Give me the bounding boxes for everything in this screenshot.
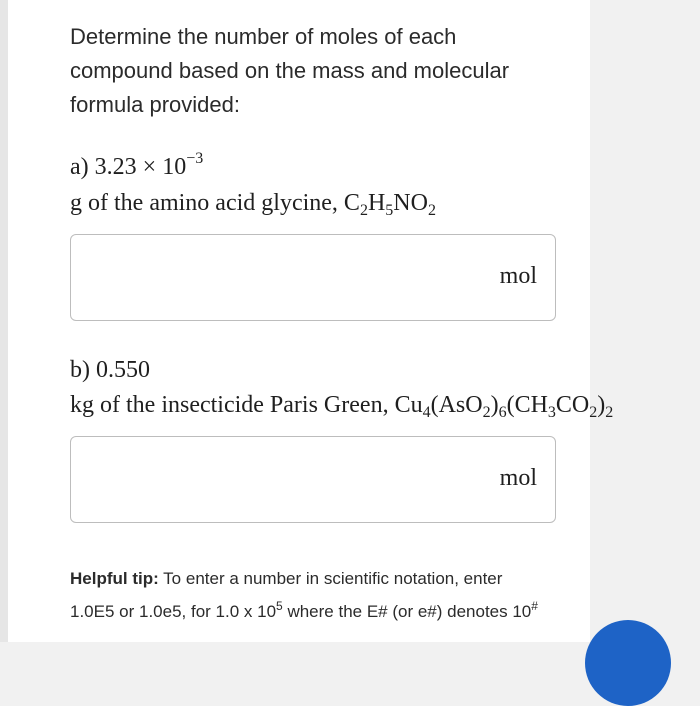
- paris-green-formula: [394, 392, 614, 421]
- part-a-answer-input[interactable]: [81, 243, 485, 313]
- paris-green-formula-subscript: 2: [605, 404, 614, 421]
- part-a-mass-line: [70, 152, 203, 182]
- floating-action-button[interactable]: [585, 620, 671, 706]
- glycine-formula-symbol: C: [343, 190, 360, 216]
- part-b-answer-box: [70, 436, 556, 523]
- paris-green-formula-symbol: CO: [555, 392, 590, 418]
- paris-green-formula-subscript: 3: [547, 404, 556, 421]
- paris-green-formula-symbol: ): [490, 392, 499, 418]
- glycine-formula-symbol: H: [367, 190, 386, 216]
- tip-exponent-hash: #: [531, 599, 538, 613]
- paris-green-formula-symbol: (CH: [506, 392, 548, 418]
- paris-green-formula-subscript: 4: [422, 404, 431, 421]
- question-instructions: Determine the number of moles of each compound based on the mass and molecular formula provided:: [70, 24, 510, 117]
- page-background-right: [590, 0, 700, 642]
- helpful-tip: [70, 562, 570, 628]
- tip-line-2: [70, 595, 570, 628]
- part-a-label: a): [70, 154, 89, 180]
- question-card: [8, 0, 614, 642]
- part-b-text: kg of the insecticide Paris Green,: [70, 392, 389, 418]
- tip-text-2a: 1.0E5 or 1.0e5, for 1.0 x 10: [70, 602, 277, 621]
- part-b-description: [70, 390, 613, 420]
- glycine-formula-subscript: 2: [427, 202, 436, 219]
- paris-green-formula-symbol: ): [597, 392, 606, 418]
- part-a-text: g of the amino acid glycine,: [70, 190, 338, 216]
- part-a-description: [70, 188, 436, 218]
- paris-green-formula-subscript: 2: [482, 404, 491, 421]
- tip-line-1: [70, 562, 570, 595]
- paris-green-formula-subscript: 2: [589, 404, 598, 421]
- times-symbol: ×: [142, 154, 157, 180]
- glycine-formula-subscript: 2: [359, 202, 368, 219]
- paris-green-formula-symbol: (AsO: [430, 392, 483, 418]
- part-a-mass-mantissa: 3.23: [94, 154, 137, 180]
- part-a-answer-box: [70, 234, 556, 321]
- tip-heading: Helpful tip:: [70, 569, 159, 588]
- part-b-label: b): [70, 357, 90, 383]
- tip-exponent-5: 5: [276, 599, 283, 613]
- part-a-mass-exponent: −3: [186, 150, 204, 167]
- part-a-mass-base: 10: [162, 154, 187, 180]
- glycine-formula-symbol: NO: [393, 190, 428, 216]
- glycine-formula-subscript: 5: [385, 202, 394, 219]
- part-b-mass: 0.550: [96, 357, 150, 383]
- left-edge-strip: [0, 0, 8, 642]
- paris-green-formula-symbol: Cu: [394, 392, 423, 418]
- part-b-mass-line: [70, 355, 150, 385]
- part-a-unit: mol: [499, 263, 537, 289]
- tip-text-1: To enter a number in scientific notation, enter: [158, 569, 503, 588]
- part-b-answer-input[interactable]: [81, 445, 485, 515]
- tip-text-2b: where the E# (or e#) denotes 10: [282, 602, 532, 621]
- part-b-unit: mol: [499, 465, 537, 491]
- paris-green-formula-subscript: 6: [498, 404, 507, 421]
- glycine-formula: [343, 190, 436, 219]
